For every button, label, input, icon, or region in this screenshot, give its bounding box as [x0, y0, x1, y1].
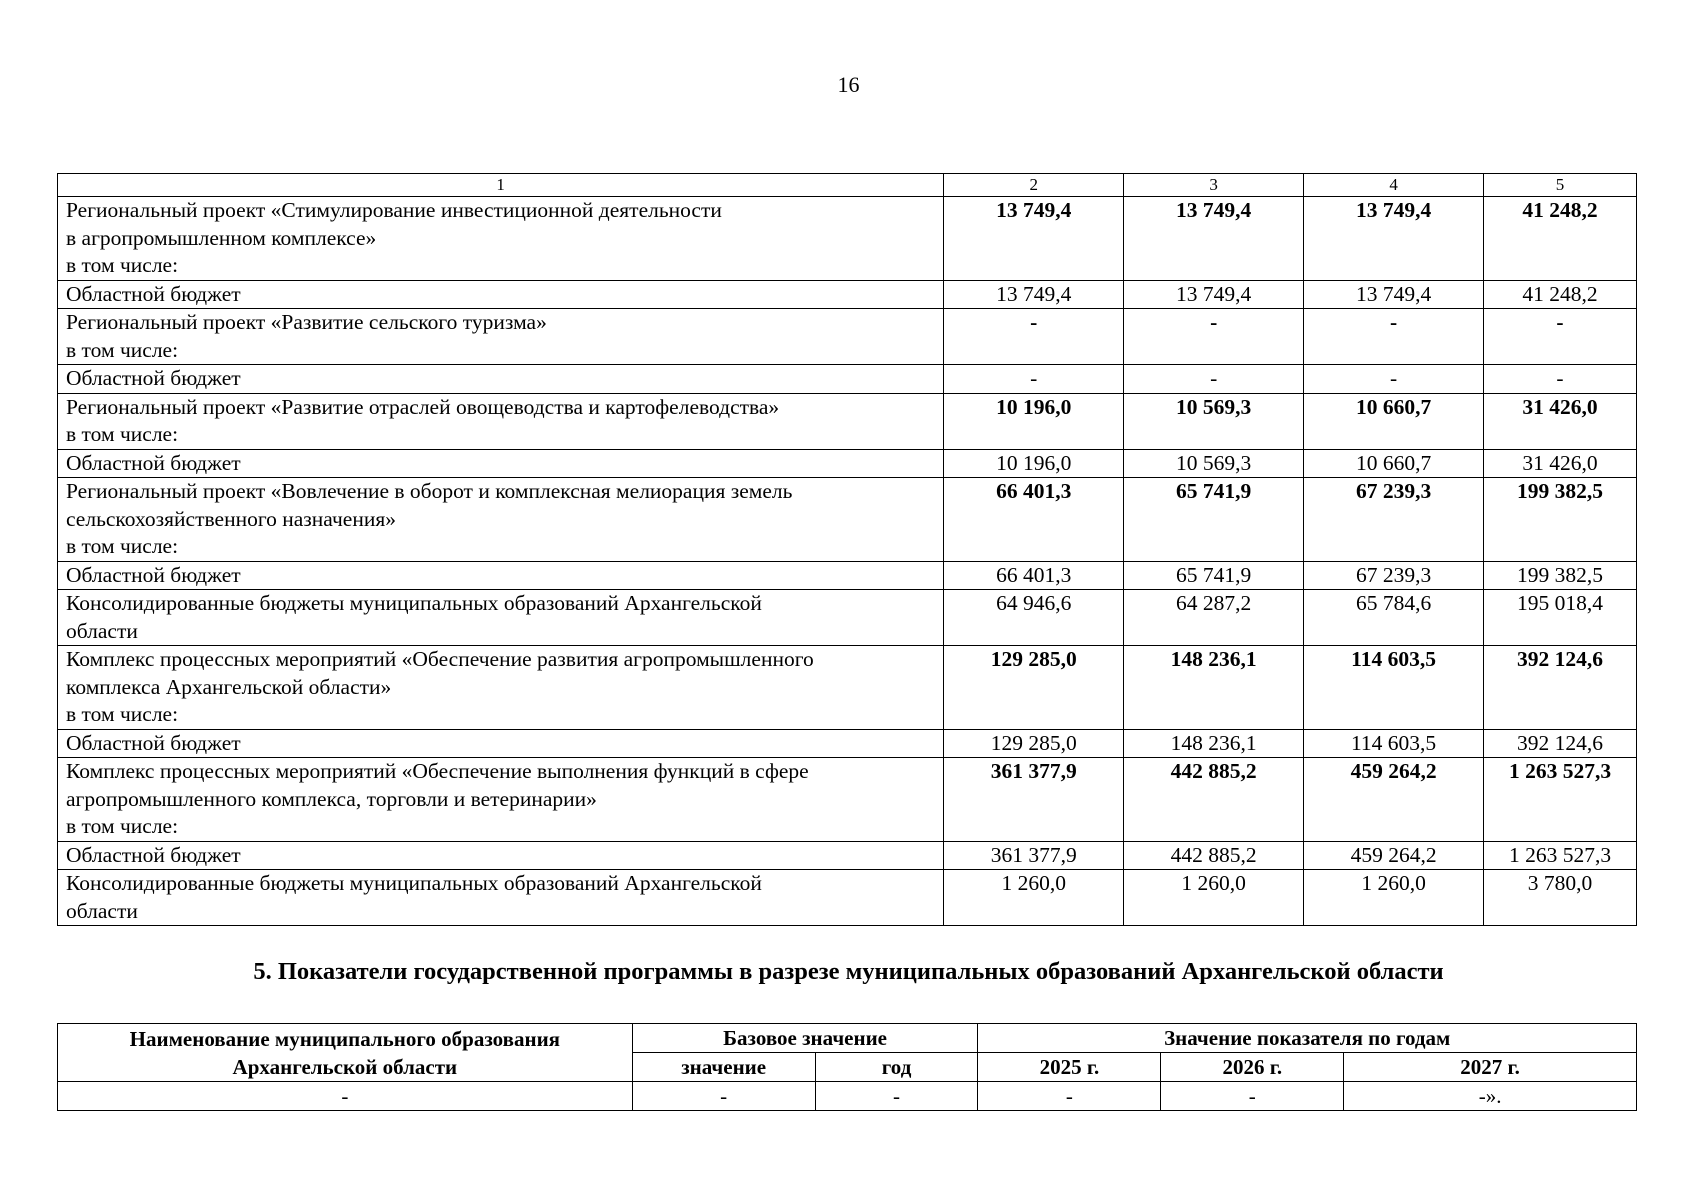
row-name-cell: [58, 729, 944, 758]
amount-cell: 199 382,5: [1484, 561, 1637, 590]
amount-cell: 10 196,0: [944, 393, 1124, 449]
amount-cell: -: [944, 309, 1124, 365]
amount-cell: 3 780,0: [1484, 870, 1637, 926]
amount-cell: 129 285,0: [944, 646, 1124, 730]
amount-cell: 1 263 527,3: [1484, 758, 1637, 842]
amount-cell: 64 946,6: [944, 590, 1124, 646]
section-title: 5. Показатели государственной программы в разрезе муниципальных образований Архангельской области: [253, 958, 1444, 985]
amount-cell: 442 885,2: [1124, 758, 1304, 842]
amount-cell: 1 263 527,3: [1484, 841, 1637, 870]
amount-cell: 13 749,4: [944, 197, 1124, 281]
amount-cell: 13 749,4: [1304, 280, 1484, 309]
row-name-cell: [58, 365, 944, 394]
funding-source-row: [58, 449, 1637, 478]
amount-cell: -: [1124, 365, 1304, 394]
indicator-cell: -: [978, 1082, 1161, 1111]
indicator-cell: -: [632, 1082, 815, 1111]
amount-cell: 199 382,5: [1484, 478, 1637, 562]
amount-cell: 13 749,4: [1304, 197, 1484, 281]
amount-cell: -: [1484, 309, 1637, 365]
row-name-line: области: [66, 898, 138, 923]
amount-cell: 31 426,0: [1484, 393, 1637, 449]
column-number-cell: 1: [58, 174, 944, 197]
row-name-cell: [58, 393, 944, 449]
column-number-cell: 3: [1124, 174, 1304, 197]
amount-cell: 41 248,2: [1484, 280, 1637, 309]
program-row: [58, 478, 1637, 562]
amount-cell: 392 124,6: [1484, 729, 1637, 758]
row-name-line: области: [66, 618, 138, 643]
row-name-line: в том числе:: [66, 814, 179, 838]
row-name-cell: [58, 197, 944, 281]
amount-cell: 361 377,9: [944, 841, 1124, 870]
indicator-cell: -».: [1344, 1082, 1637, 1111]
amount-cell: 459 264,2: [1304, 841, 1484, 870]
funding-source-row: [58, 365, 1637, 394]
indicator-cell: -: [815, 1082, 978, 1111]
row-name-line: в том числе:: [66, 337, 179, 362]
row-name-line: Комплекс процессных мероприятий «Обеспечение выполнения функций в сфере: [66, 759, 809, 783]
base-value-header: Базовое значение: [632, 1024, 978, 1053]
year-2026-header: 2026 г.: [1161, 1053, 1344, 1082]
row-name-line: Областной бюджет: [66, 842, 241, 867]
funding-source-row: [58, 729, 1637, 758]
indicator-table: [57, 1023, 1637, 1111]
row-name-line: сельскохозяйственного назначения»: [66, 506, 396, 531]
amount-cell: 66 401,3: [944, 561, 1124, 590]
row-name-cell: [58, 309, 944, 365]
yearly-values-header: Значение показателя по годам: [978, 1024, 1637, 1053]
amount-cell: 148 236,1: [1124, 646, 1304, 730]
amount-cell: 442 885,2: [1124, 841, 1304, 870]
amount-cell: 31 426,0: [1484, 449, 1637, 478]
row-name-line: Консолидированные бюджеты муниципальных образований Архангельской: [66, 871, 762, 895]
amount-cell: -: [1484, 365, 1637, 394]
row-name-cell: [58, 449, 944, 478]
program-row: [58, 646, 1637, 730]
program-row: [58, 197, 1637, 281]
amount-cell: 41 248,2: [1484, 197, 1637, 281]
row-name-line: Региональный проект «Стимулирование инвестиционной деятельности: [66, 198, 722, 222]
row-name-line: в агропромышленном комплексе»: [66, 225, 377, 250]
amount-cell: 1 260,0: [944, 870, 1124, 926]
amount-cell: 13 749,4: [1124, 197, 1304, 281]
base-year-subheader: год: [815, 1053, 978, 1082]
page-number: 16: [837, 72, 860, 97]
amount-cell: 67 239,3: [1304, 561, 1484, 590]
amount-cell: -: [1304, 309, 1484, 365]
row-name-line: Областной бюджет: [66, 281, 241, 306]
row-name-line: Областной бюджет: [66, 366, 241, 390]
row-name-cell: [58, 646, 944, 730]
row-name-line: в том числе:: [66, 702, 179, 726]
funding-source-row: [58, 280, 1637, 309]
column-number-cell: 5: [1484, 174, 1637, 197]
amount-cell: 10 660,7: [1304, 449, 1484, 478]
indicator-cell: -: [1161, 1082, 1344, 1111]
amount-cell: 65 741,9: [1124, 478, 1304, 562]
row-name-line: комплекса Архангельской области»: [66, 674, 392, 699]
row-name-line: в том числе:: [66, 534, 179, 558]
column-number-cell: 4: [1304, 174, 1484, 197]
row-name-cell: [58, 280, 944, 309]
amount-cell: 129 285,0: [944, 729, 1124, 758]
amount-cell: -: [1304, 365, 1484, 394]
amount-cell: 361 377,9: [944, 758, 1124, 842]
amount-cell: 10 196,0: [944, 449, 1124, 478]
amount-cell: 67 239,3: [1304, 478, 1484, 562]
funding-source-row: [58, 870, 1637, 926]
program-row: [58, 393, 1637, 449]
row-name-line: агропромышленного комплекса, торговли и ветеринарии»: [66, 786, 597, 811]
column-number-row: [58, 174, 1637, 197]
row-name-cell: [58, 561, 944, 590]
amount-cell: 13 749,4: [944, 280, 1124, 309]
amount-cell: 1 260,0: [1124, 870, 1304, 926]
amount-cell: 65 784,6: [1304, 590, 1484, 646]
amount-cell: 13 749,4: [1124, 280, 1304, 309]
indicator-row: [58, 1082, 1637, 1111]
amount-cell: 10 569,3: [1124, 393, 1304, 449]
row-name-cell: [58, 590, 944, 646]
amount-cell: 459 264,2: [1304, 758, 1484, 842]
row-name-cell: [58, 870, 944, 926]
amount-cell: 10 569,3: [1124, 449, 1304, 478]
row-name-line: Областной бюджет: [66, 562, 241, 587]
amount-cell: 66 401,3: [944, 478, 1124, 562]
amount-cell: 65 741,9: [1124, 561, 1304, 590]
row-name-cell: [58, 758, 944, 842]
year-2025-header: 2025 г.: [978, 1053, 1161, 1082]
row-name-line: в том числе:: [66, 253, 179, 277]
funding-source-row: [58, 590, 1637, 646]
amount-cell: 114 603,5: [1304, 729, 1484, 758]
base-value-subheader: значение: [632, 1053, 815, 1082]
amount-cell: 148 236,1: [1124, 729, 1304, 758]
amount-cell: 1 260,0: [1304, 870, 1484, 926]
amount-cell: 392 124,6: [1484, 646, 1637, 730]
program-row: [58, 758, 1637, 842]
row-name-line: Региональный проект «Развитие сельского туризма»: [66, 310, 547, 334]
funding-source-row: [58, 561, 1637, 590]
amount-cell: 10 660,7: [1304, 393, 1484, 449]
amount-cell: 195 018,4: [1484, 590, 1637, 646]
year-2027-header: 2027 г.: [1344, 1053, 1637, 1082]
row-name-line: Региональный проект «Вовлечение в оборот и комплексная мелиорация земель: [66, 479, 793, 503]
amount-cell: -: [1124, 309, 1304, 365]
amount-cell: 114 603,5: [1304, 646, 1484, 730]
program-row: [58, 309, 1637, 365]
row-name-line: Региональный проект «Развитие отраслей овощеводства и картофелеводства»: [66, 394, 780, 419]
amount-cell: -: [944, 365, 1124, 394]
row-name-line: Консолидированные бюджеты муниципальных образований Архангельской: [66, 591, 762, 615]
amount-cell: 64 287,2: [1124, 590, 1304, 646]
row-name-cell: [58, 841, 944, 870]
row-name-line: Областной бюджет: [66, 730, 241, 755]
row-name-line: Областной бюджет: [66, 450, 241, 475]
municipality-name-header-text: Наименование муниципального образования Архангельской области: [129, 1026, 561, 1079]
funding-source-row: [58, 841, 1637, 870]
row-name-line: Комплекс процессных мероприятий «Обеспечение развития агропромышленного: [66, 647, 814, 671]
row-name-cell: [58, 478, 944, 562]
municipality-name-header: [58, 1024, 633, 1082]
indicator-cell: -: [58, 1082, 633, 1111]
column-number-cell: 2: [944, 174, 1124, 197]
budget-table: [57, 173, 1637, 926]
row-name-line: в том числе:: [66, 422, 179, 446]
